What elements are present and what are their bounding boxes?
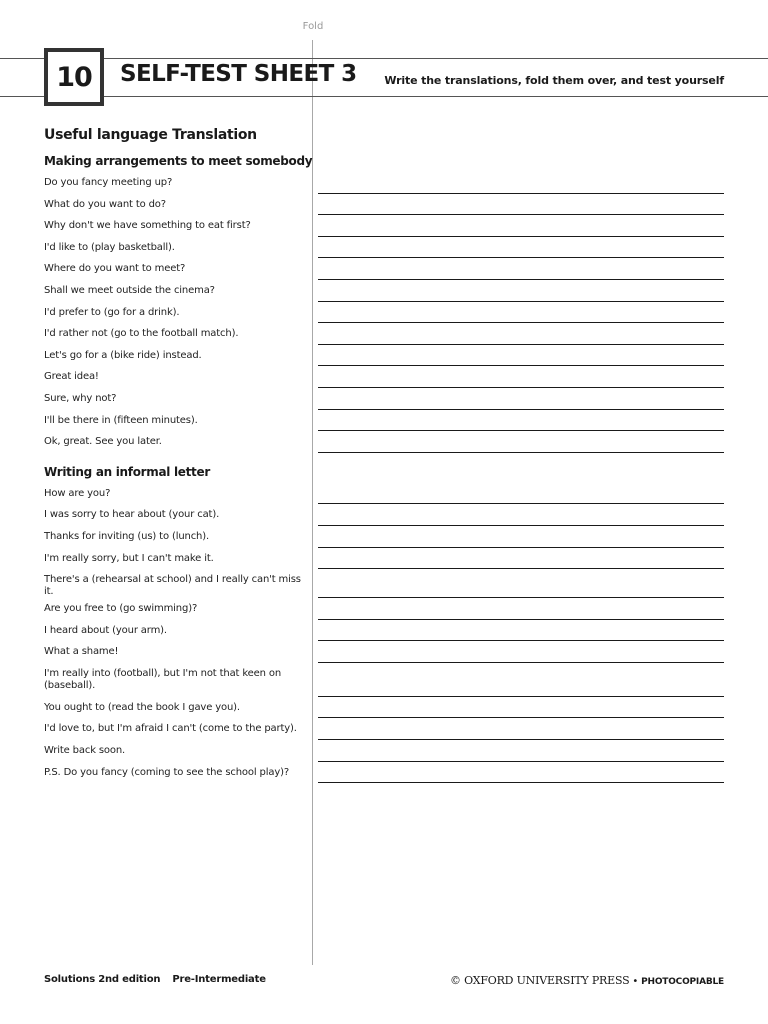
header-rule-top: [0, 58, 768, 59]
phrase-row: [44, 410, 724, 432]
section-arrangements: [44, 150, 724, 453]
phrase-row: [44, 366, 724, 388]
phrase-row: [44, 697, 724, 719]
phrase-text: I'm really sorry, but I can't make it.: [44, 552, 214, 564]
phrase-text: Ok, great. See you later.: [44, 436, 162, 448]
phrase-text: What a shame!: [44, 646, 119, 658]
phrase-text: I'd like to (play basketball).: [44, 241, 175, 253]
phrase-text: I was sorry to hear about (your cat).: [44, 509, 220, 521]
phrase-text: Sure, why not?: [44, 392, 117, 404]
phrase-row: [44, 740, 724, 762]
publisher-text: © OXFORD UNIVERSITY PRESS: [449, 974, 630, 987]
section-informal-letter: [44, 461, 724, 784]
phrase-text: Great idea!: [44, 371, 99, 383]
answer-line[interactable]: [318, 782, 724, 783]
phrase-row: [44, 172, 724, 194]
main-heading: Useful language Translation: [44, 127, 257, 143]
phrase-row: [44, 718, 724, 740]
unit-number: 10: [56, 61, 92, 93]
fold-label: Fold: [302, 21, 324, 32]
phrase-text: I'd rather not (go to the football match).: [44, 328, 239, 340]
phrase-row: [44, 237, 724, 259]
phrase-row: [44, 663, 724, 697]
phrase-row: [44, 323, 724, 345]
phrase-row: [44, 620, 724, 642]
section-heading: Writing an informal letter: [44, 464, 210, 479]
phrase-text: Write back soon.: [44, 745, 126, 757]
phrase-text: I'd love to, but I'm afraid I can't (come to the party).: [44, 723, 297, 735]
phrase-text: Why don't we have something to eat first?: [44, 220, 251, 232]
phrase-text: I heard about (your arm).: [44, 624, 167, 636]
phrase-text: What do you want to do?: [44, 198, 166, 210]
phrase-row: [44, 548, 724, 570]
phrase-text: I'd prefer to (go for a drink).: [44, 306, 180, 318]
phrase-text: Are you free to (go swimming)?: [44, 603, 198, 615]
phrase-row: [44, 762, 724, 784]
header-rule-bottom: [0, 96, 768, 97]
phrase-text: How are you?: [44, 487, 111, 499]
phrase-row: [44, 526, 724, 548]
phrase-text: P.S. Do you fancy (coming to see the school play)?: [44, 766, 290, 778]
edition-text: Solutions 2nd edition: [44, 974, 161, 985]
phrase-row: [44, 388, 724, 410]
level-text: Pre-Intermediate: [172, 974, 266, 985]
phrase-text: Where do you want to meet?: [44, 263, 186, 275]
phrase-row: [44, 598, 724, 620]
phrase-row: [44, 569, 724, 598]
section-heading: Making arrangements to meet somebody: [44, 154, 313, 168]
footer-copyright: [450, 974, 724, 987]
phrase-text: There's a (rehearsal at school) and I really can't miss it.: [44, 574, 301, 598]
photocopiable-text: PHOTOCOPIABLE: [641, 977, 724, 987]
phrase-row: [44, 641, 724, 663]
phrase-row: [44, 258, 724, 280]
phrase-text: Do you fancy meeting up?: [44, 177, 173, 188]
phrase-row: [44, 215, 724, 237]
phrase-text: Thanks for inviting (us) to (lunch).: [44, 530, 210, 542]
phrase-row: [44, 194, 724, 216]
phrase-row: [44, 504, 724, 526]
phrase-text: Let's go for a (bike ride) instead.: [44, 349, 202, 361]
footer-separator: •: [632, 976, 639, 987]
worksheet-content: [44, 120, 724, 783]
phrase-row: [44, 431, 724, 453]
sheet-title: SELF-TEST SHEET 3: [120, 61, 357, 87]
phrase-row: [44, 483, 724, 505]
footer-edition: [44, 974, 266, 985]
phrase-text: Shall we meet outside the cinema?: [44, 284, 215, 296]
instruction-text: Write the translations, fold them over, and test yourself: [384, 74, 724, 87]
unit-number-box: [44, 48, 104, 106]
answer-line[interactable]: [318, 452, 724, 453]
phrase-row: [44, 280, 724, 302]
phrase-row: [44, 345, 724, 367]
phrase-text: I'll be there in (fifteen minutes).: [44, 414, 198, 426]
phrase-row: [44, 302, 724, 324]
phrase-text: I'm really into (football), but I'm not that keen on (baseball).: [44, 667, 282, 691]
phrase-text: You ought to (read the book I gave you).: [44, 701, 240, 713]
